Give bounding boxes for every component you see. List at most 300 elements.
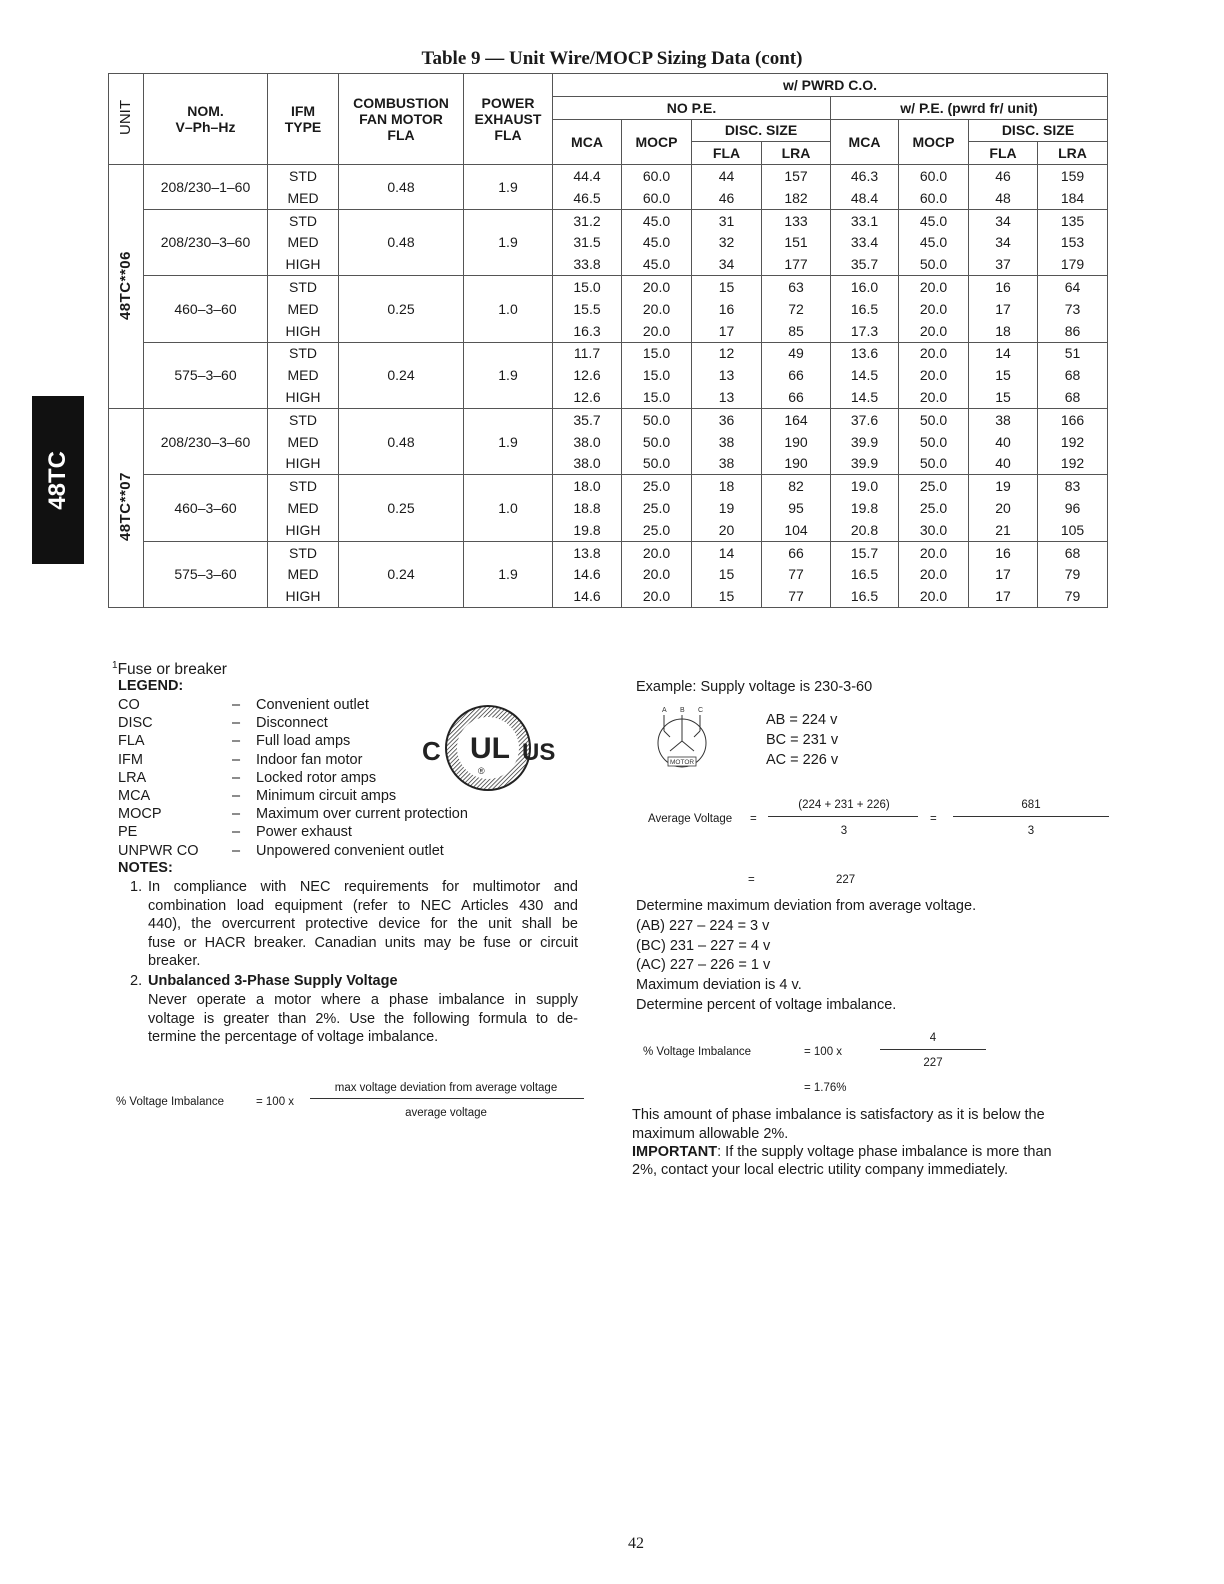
formula-denominator: average voltage: [405, 1107, 487, 1119]
legend-definition: Unpowered convenient outlet: [256, 842, 444, 859]
ifm-type-cell: MED: [268, 431, 339, 453]
header-mocp: MOCP: [899, 119, 969, 165]
disc-fla-cell: 17: [692, 320, 762, 342]
disc-fla-cell: 15: [692, 585, 762, 607]
mca-cell: 16.3: [553, 320, 622, 342]
imbalance-denominator: 227: [923, 1057, 943, 1069]
pe-mocp-cell: 25.0: [899, 475, 969, 497]
mocp-cell: 25.0: [622, 497, 692, 519]
table-row: [109, 342, 1108, 364]
disc-lra-cell: 82: [762, 475, 831, 497]
legend-definition: Maximum over current protection: [256, 806, 468, 823]
disc-fla-cell: 44: [692, 165, 762, 187]
formula-label: % Voltage Imbalance: [116, 1096, 225, 1108]
pe-mca-cell: 16.5: [831, 585, 899, 607]
pe-disc-lra-cell: 166: [1038, 408, 1108, 430]
formula-eq: = 100 x: [256, 1096, 295, 1108]
ifm-type-cell: MED: [268, 298, 339, 320]
pe-disc-fla-cell: 48: [969, 187, 1038, 209]
header-nom-voltage: NOM. V–Ph–Hz: [144, 74, 268, 165]
pe-mocp-cell: 20.0: [899, 364, 969, 386]
mca-cell: 14.6: [553, 585, 622, 607]
avg-divider: [768, 816, 918, 817]
ifm-type-cell: MED: [268, 232, 339, 254]
note-line: 440), the overcurrent protective device for the unit shall be: [148, 916, 578, 932]
note-line: In compliance with NEC requirements for multimotor and: [148, 879, 578, 895]
mocp-cell: 20.0: [622, 276, 692, 298]
voltage-cell: 460–3–60: [144, 475, 268, 541]
pe-mocp-cell: 30.0: [899, 519, 969, 541]
header-fla: FLA: [969, 142, 1038, 165]
combustion-fla-cell: 0.48: [339, 408, 464, 474]
combustion-fla-cell: 0.24: [339, 342, 464, 408]
combustion-fla-cell: 0.48: [339, 209, 464, 275]
mca-cell: 13.8: [553, 541, 622, 563]
note-2-title: Unbalanced 3-Phase Supply Voltage: [148, 973, 398, 989]
note-line: termine the percentage of voltage imbalance.: [148, 1029, 439, 1045]
legend-definition: Indoor fan motor: [256, 751, 363, 768]
voltage-cell: 208/230–1–60: [144, 165, 268, 210]
voltage-cell: 208/230–3–60: [144, 209, 268, 275]
pe-mca-cell: 15.7: [831, 541, 899, 563]
disc-lra-cell: 104: [762, 519, 831, 541]
deviation-line: (BC) 231 – 227 = 4 v: [636, 937, 771, 954]
pe-disc-fla-cell: 40: [969, 453, 1038, 475]
disc-fla-cell: 38: [692, 453, 762, 475]
header-mocp: MOCP: [622, 119, 692, 165]
mocp-cell: 50.0: [622, 453, 692, 475]
pe-disc-fla-cell: 46: [969, 165, 1038, 187]
ifm-type-cell: STD: [268, 408, 339, 430]
pe-mocp-cell: 50.0: [899, 431, 969, 453]
conclusion-line: maximum allowable 2%.: [632, 1125, 789, 1142]
legend-dash: –: [232, 842, 241, 859]
ifm-type-cell: STD: [268, 165, 339, 187]
pe-mocp-cell: 20.0: [899, 541, 969, 563]
mocp-cell: 45.0: [622, 209, 692, 231]
pe-disc-lra-cell: 51: [1038, 342, 1108, 364]
table-row: [109, 408, 1108, 430]
pe-mocp-cell: 60.0: [899, 165, 969, 187]
pe-mca-cell: 39.9: [831, 431, 899, 453]
power-exhaust-fla-cell: 1.0: [464, 276, 553, 342]
mocp-cell: 20.0: [622, 564, 692, 586]
conclusion: [632, 1106, 1045, 1143]
combustion-fla-cell: 0.25: [339, 475, 464, 541]
pe-mocp-cell: 25.0: [899, 497, 969, 519]
mocp-cell: 20.0: [622, 541, 692, 563]
header-mca: MCA: [553, 119, 622, 165]
disc-lra-cell: 177: [762, 253, 831, 275]
mocp-cell: 50.0: [622, 431, 692, 453]
page-title: Table 9 — Unit Wire/MOCP Sizing Data (cont): [421, 48, 803, 69]
mocp-cell: 50.0: [622, 408, 692, 430]
mca-cell: 12.6: [553, 364, 622, 386]
disc-fla-cell: 14: [692, 541, 762, 563]
disc-lra-cell: 95: [762, 497, 831, 519]
mca-cell: 15.5: [553, 298, 622, 320]
disc-lra-cell: 66: [762, 541, 831, 563]
ifm-type-cell: HIGH: [268, 253, 339, 275]
disc-fla-cell: 32: [692, 232, 762, 254]
combustion-fla-cell: 0.25: [339, 276, 464, 342]
table-row: [109, 209, 1108, 231]
reading-bc: BC = 231 v: [766, 732, 839, 748]
voltage-cell: 460–3–60: [144, 276, 268, 342]
mca-cell: 44.4: [553, 165, 622, 187]
table-row: [109, 165, 1108, 187]
combustion-fla-cell: 0.24: [339, 541, 464, 607]
legend-title: LEGEND:: [118, 678, 184, 694]
pe-disc-lra-cell: 192: [1038, 431, 1108, 453]
pe-mocp-cell: 20.0: [899, 564, 969, 586]
note-1: [148, 878, 578, 971]
important-note-line2: 2%, contact your local electric utility company immediately.: [632, 1162, 1009, 1178]
pe-disc-fla-cell: 34: [969, 209, 1038, 231]
imbalance-result: = 1.76%: [804, 1082, 847, 1094]
important-note: IMPORTANT: If the supply voltage phase imbalance is more than: [632, 1144, 1052, 1160]
example-title: Example: Supply voltage is 230-3-60: [636, 679, 873, 695]
legend-abbreviation: LRA: [118, 769, 147, 786]
mocp-cell: 45.0: [622, 232, 692, 254]
imbalance-numerator: 4: [929, 1032, 937, 1044]
disc-fla-cell: 38: [692, 431, 762, 453]
deviation-line: (AB) 227 – 224 = 3 v: [636, 917, 770, 934]
pe-mocp-cell: 20.0: [899, 320, 969, 342]
header-disc-size: DISC. SIZE: [969, 119, 1108, 142]
header-unit: UNIT: [109, 74, 144, 165]
pe-mocp-cell: 45.0: [899, 209, 969, 231]
table-row: [109, 541, 1108, 563]
formula-numerator: max voltage deviation from average voltage: [334, 1082, 558, 1094]
legend-abbreviation: FLA: [118, 733, 145, 750]
pe-mocp-cell: 45.0: [899, 232, 969, 254]
deviation-line: Maximum deviation is 4 v.: [636, 977, 802, 994]
pe-mca-cell: 37.6: [831, 408, 899, 430]
legend-abbreviation: UNPWR CO: [118, 842, 199, 859]
note-line: Never operate a motor where a phase imbalance in supply: [148, 992, 578, 1008]
pe-disc-fla-cell: 34: [969, 232, 1038, 254]
avg-divider-2: [953, 816, 1109, 817]
header-ifm-type: IFM TYPE: [268, 74, 339, 165]
pe-disc-fla-cell: 17: [969, 585, 1038, 607]
pe-mca-cell: 20.8: [831, 519, 899, 541]
reading-ab: AB = 224 v: [766, 712, 838, 728]
pe-mocp-cell: 20.0: [899, 342, 969, 364]
pe-mca-cell: 16.5: [831, 298, 899, 320]
mca-cell: 38.0: [553, 431, 622, 453]
deviation-line: Determine percent of voltage imbalance.: [636, 996, 897, 1013]
mocp-cell: 25.0: [622, 475, 692, 497]
disc-lra-cell: 72: [762, 298, 831, 320]
avg-numerator: (224 + 231 + 226): [798, 799, 890, 811]
pe-mca-cell: 14.5: [831, 364, 899, 386]
disc-lra-cell: 157: [762, 165, 831, 187]
disc-lra-cell: 77: [762, 585, 831, 607]
pe-disc-lra-cell: 96: [1038, 497, 1108, 519]
legend-abbreviation: MCA: [118, 788, 151, 804]
mocp-cell: 20.0: [622, 298, 692, 320]
pe-mca-cell: 16.5: [831, 564, 899, 586]
avg-denominator-2: 3: [1027, 825, 1035, 837]
mca-cell: 31.5: [553, 232, 622, 254]
avg-numerator-2: 681: [1021, 799, 1041, 811]
conclusion-line: This amount of phase imbalance is satisfactory as it is below the: [632, 1107, 1045, 1123]
pe-disc-lra-cell: 73: [1038, 298, 1108, 320]
ul-us-text: US: [522, 739, 556, 766]
legend-abbreviation: CO: [118, 697, 140, 713]
pe-mocp-cell: 20.0: [899, 276, 969, 298]
pe-mca-cell: 33.4: [831, 232, 899, 254]
pe-disc-lra-cell: 184: [1038, 187, 1108, 209]
pe-disc-lra-cell: 159: [1038, 165, 1108, 187]
legend-definition: Locked rotor amps: [256, 769, 377, 786]
voltage-cell: 575–3–60: [144, 342, 268, 408]
pe-disc-lra-cell: 79: [1038, 585, 1108, 607]
header-pwrd-co: w/ PWRD C.O.: [553, 74, 1108, 97]
pe-disc-lra-cell: 68: [1038, 364, 1108, 386]
ul-c-text: C: [422, 736, 441, 766]
section-side-tab: 48TC: [32, 396, 84, 564]
disc-lra-cell: 151: [762, 232, 831, 254]
pe-mca-cell: 16.0: [831, 276, 899, 298]
disc-fla-cell: 16: [692, 298, 762, 320]
table-row: [109, 276, 1108, 298]
avg-denominator: 3: [840, 825, 848, 837]
pe-mocp-cell: 20.0: [899, 298, 969, 320]
ifm-type-cell: STD: [268, 541, 339, 563]
page-number: 42: [628, 1535, 644, 1552]
note-line: combination load equipment (refer to NEC Articles 430 and: [148, 897, 578, 914]
note-1-number: 1.: [130, 879, 143, 895]
pe-disc-fla-cell: 21: [969, 519, 1038, 541]
mca-cell: 11.7: [553, 342, 622, 364]
mca-cell: 33.8: [553, 253, 622, 275]
header-w-pe: w/ P.E. (pwrd fr/ unit): [831, 96, 1108, 119]
disc-fla-cell: 46: [692, 187, 762, 209]
legend-abbreviation: IFM: [118, 751, 143, 768]
imbalance-divider: [880, 1049, 986, 1050]
pe-disc-fla-cell: 20: [969, 497, 1038, 519]
pe-mca-cell: 35.7: [831, 253, 899, 275]
disc-fla-cell: 31: [692, 209, 762, 231]
legend-dash: –: [232, 788, 241, 804]
pe-disc-fla-cell: 37: [969, 253, 1038, 275]
power-exhaust-fla-cell: 1.0: [464, 475, 553, 541]
pe-mocp-cell: 20.0: [899, 386, 969, 408]
mocp-cell: 60.0: [622, 165, 692, 187]
header-combustion-fan: COMBUSTION FAN MOTOR FLA: [339, 74, 464, 165]
avg-voltage-label: Average Voltage: [648, 813, 733, 825]
note-line: voltage is greater than 2%. Use the following formula to de-: [148, 1010, 578, 1027]
mocp-cell: 15.0: [622, 364, 692, 386]
pe-disc-fla-cell: 14: [969, 342, 1038, 364]
pe-mca-cell: 14.5: [831, 386, 899, 408]
unit-name-cell: 48TC**07: [109, 408, 144, 607]
ifm-type-cell: MED: [268, 497, 339, 519]
pe-mca-cell: 13.6: [831, 342, 899, 364]
pe-mca-cell: 19.8: [831, 497, 899, 519]
disc-lra-cell: 133: [762, 209, 831, 231]
pe-disc-lra-cell: 64: [1038, 276, 1108, 298]
legend-definition: Minimum circuit amps: [256, 788, 397, 804]
ifm-type-cell: MED: [268, 364, 339, 386]
pe-disc-lra-cell: 153: [1038, 232, 1108, 254]
mca-cell: 19.8: [553, 519, 622, 541]
disc-lra-cell: 164: [762, 408, 831, 430]
mocp-cell: 45.0: [622, 253, 692, 275]
header-no-pe: NO P.E.: [553, 96, 831, 119]
mca-cell: 38.0: [553, 453, 622, 475]
legend-definition: Convenient outlet: [256, 697, 369, 713]
legend-dash: –: [232, 769, 241, 786]
pe-disc-lra-cell: 86: [1038, 320, 1108, 342]
sizing-table: [108, 73, 1108, 608]
disc-lra-cell: 66: [762, 386, 831, 408]
footnote: $^1$Fuse or breaker: [112, 660, 227, 679]
pe-mca-cell: 19.0: [831, 475, 899, 497]
mocp-cell: 15.0: [622, 386, 692, 408]
mocp-cell: 60.0: [622, 187, 692, 209]
pe-disc-fla-cell: 16: [969, 276, 1038, 298]
pe-disc-lra-cell: 68: [1038, 541, 1108, 563]
pe-mocp-cell: 50.0: [899, 453, 969, 475]
ifm-type-cell: HIGH: [268, 453, 339, 475]
avg-result-eq: =: [748, 874, 755, 886]
formula-divider: [310, 1098, 584, 1099]
disc-lra-cell: 182: [762, 187, 831, 209]
mca-cell: 35.7: [553, 408, 622, 430]
disc-fla-cell: 15: [692, 276, 762, 298]
pe-disc-fla-cell: 17: [969, 298, 1038, 320]
disc-fla-cell: 36: [692, 408, 762, 430]
disc-fla-cell: 19: [692, 497, 762, 519]
table-row: [109, 475, 1108, 497]
deviation-line: Determine maximum deviation from average voltage.: [636, 898, 977, 914]
disc-fla-cell: 20: [692, 519, 762, 541]
notes-title: NOTES:: [118, 860, 173, 876]
legend-definition: Disconnect: [256, 715, 328, 732]
pe-disc-lra-cell: 135: [1038, 209, 1108, 231]
pe-disc-fla-cell: 18: [969, 320, 1038, 342]
disc-lra-cell: 63: [762, 276, 831, 298]
header-mca: MCA: [831, 119, 899, 165]
legend-definition: Full load amps: [256, 733, 351, 750]
motor-diagram-icon: [650, 703, 716, 771]
power-exhaust-fla-cell: 1.9: [464, 165, 553, 210]
pe-disc-fla-cell: 17: [969, 564, 1038, 586]
header-fla: FLA: [692, 142, 762, 165]
pe-disc-lra-cell: 79: [1038, 564, 1108, 586]
mca-cell: 18.0: [553, 475, 622, 497]
note-2: [148, 991, 578, 1047]
mocp-cell: 25.0: [622, 519, 692, 541]
header-disc-size: DISC. SIZE: [692, 119, 831, 142]
pe-disc-fla-cell: 40: [969, 431, 1038, 453]
header-lra: LRA: [1038, 142, 1108, 165]
ifm-type-cell: MED: [268, 187, 339, 209]
imbalance-label: % Voltage Imbalance: [643, 1046, 752, 1058]
mca-cell: 31.2: [553, 209, 622, 231]
mocp-cell: 20.0: [622, 320, 692, 342]
disc-lra-cell: 66: [762, 364, 831, 386]
deviation-line: (AC) 227 – 226 = 1 v: [636, 957, 771, 974]
power-exhaust-fla-cell: 1.9: [464, 209, 553, 275]
mca-cell: 14.6: [553, 564, 622, 586]
pe-disc-lra-cell: 105: [1038, 519, 1108, 541]
pe-disc-lra-cell: 192: [1038, 453, 1108, 475]
ifm-type-cell: HIGH: [268, 386, 339, 408]
unit-name-cell: 48TC**06: [109, 165, 144, 409]
avg-voltage-eq: =: [750, 813, 757, 825]
power-exhaust-fla-cell: 1.9: [464, 541, 553, 607]
pe-mocp-cell: 50.0: [899, 408, 969, 430]
header-power-exhaust: POWER EXHAUST FLA: [464, 74, 553, 165]
power-exhaust-fla-cell: 1.9: [464, 342, 553, 408]
voltage-cell: 208/230–3–60: [144, 408, 268, 474]
legend-dash: –: [232, 697, 241, 713]
note-line: fuse or HACR breaker. Canadian units may be fuse or circuit: [148, 934, 578, 951]
pe-disc-fla-cell: 15: [969, 364, 1038, 386]
pe-mca-cell: 39.9: [831, 453, 899, 475]
disc-lra-cell: 85: [762, 320, 831, 342]
pe-mocp-cell: 50.0: [899, 253, 969, 275]
ul-text: UL: [470, 732, 510, 765]
legend-dash: –: [232, 806, 241, 823]
pe-disc-lra-cell: 83: [1038, 475, 1108, 497]
avg-voltage-eq2: =: [930, 813, 937, 825]
disc-fla-cell: 18: [692, 475, 762, 497]
legend-dash: –: [232, 751, 241, 768]
header-lra: LRA: [762, 142, 831, 165]
pe-mca-cell: 33.1: [831, 209, 899, 231]
legend-dash: –: [232, 733, 241, 750]
pe-disc-lra-cell: 179: [1038, 253, 1108, 275]
pe-disc-lra-cell: 68: [1038, 386, 1108, 408]
pe-mocp-cell: 20.0: [899, 585, 969, 607]
mca-cell: 12.6: [553, 386, 622, 408]
disc-lra-cell: 49: [762, 342, 831, 364]
motor-text: MOTOR: [670, 759, 695, 766]
disc-lra-cell: 190: [762, 431, 831, 453]
mca-cell: 15.0: [553, 276, 622, 298]
ifm-type-cell: HIGH: [268, 585, 339, 607]
note-line: breaker.: [148, 953, 201, 969]
pe-mca-cell: 48.4: [831, 187, 899, 209]
ifm-type-cell: HIGH: [268, 320, 339, 342]
mocp-cell: 15.0: [622, 342, 692, 364]
legend-abbreviation: DISC: [118, 715, 153, 732]
ifm-type-cell: STD: [268, 209, 339, 231]
mocp-cell: 20.0: [622, 585, 692, 607]
avg-result: 227: [836, 874, 856, 886]
ul-logo: [418, 702, 560, 798]
disc-fla-cell: 15: [692, 564, 762, 586]
pe-disc-fla-cell: 15: [969, 386, 1038, 408]
ifm-type-cell: STD: [268, 276, 339, 298]
legend-dash: –: [232, 715, 241, 732]
mca-cell: 46.5: [553, 187, 622, 209]
legend-definition: Power exhaust: [256, 824, 352, 841]
ifm-type-cell: HIGH: [268, 519, 339, 541]
ul-registered: ®: [478, 766, 485, 776]
legend-abbreviation: MOCP: [118, 806, 162, 823]
reading-ac: AC = 226 v: [766, 752, 839, 768]
disc-fla-cell: 34: [692, 253, 762, 275]
combustion-fla-cell: 0.48: [339, 165, 464, 210]
pe-mocp-cell: 60.0: [899, 187, 969, 209]
motor-label-c: C: [698, 707, 704, 714]
